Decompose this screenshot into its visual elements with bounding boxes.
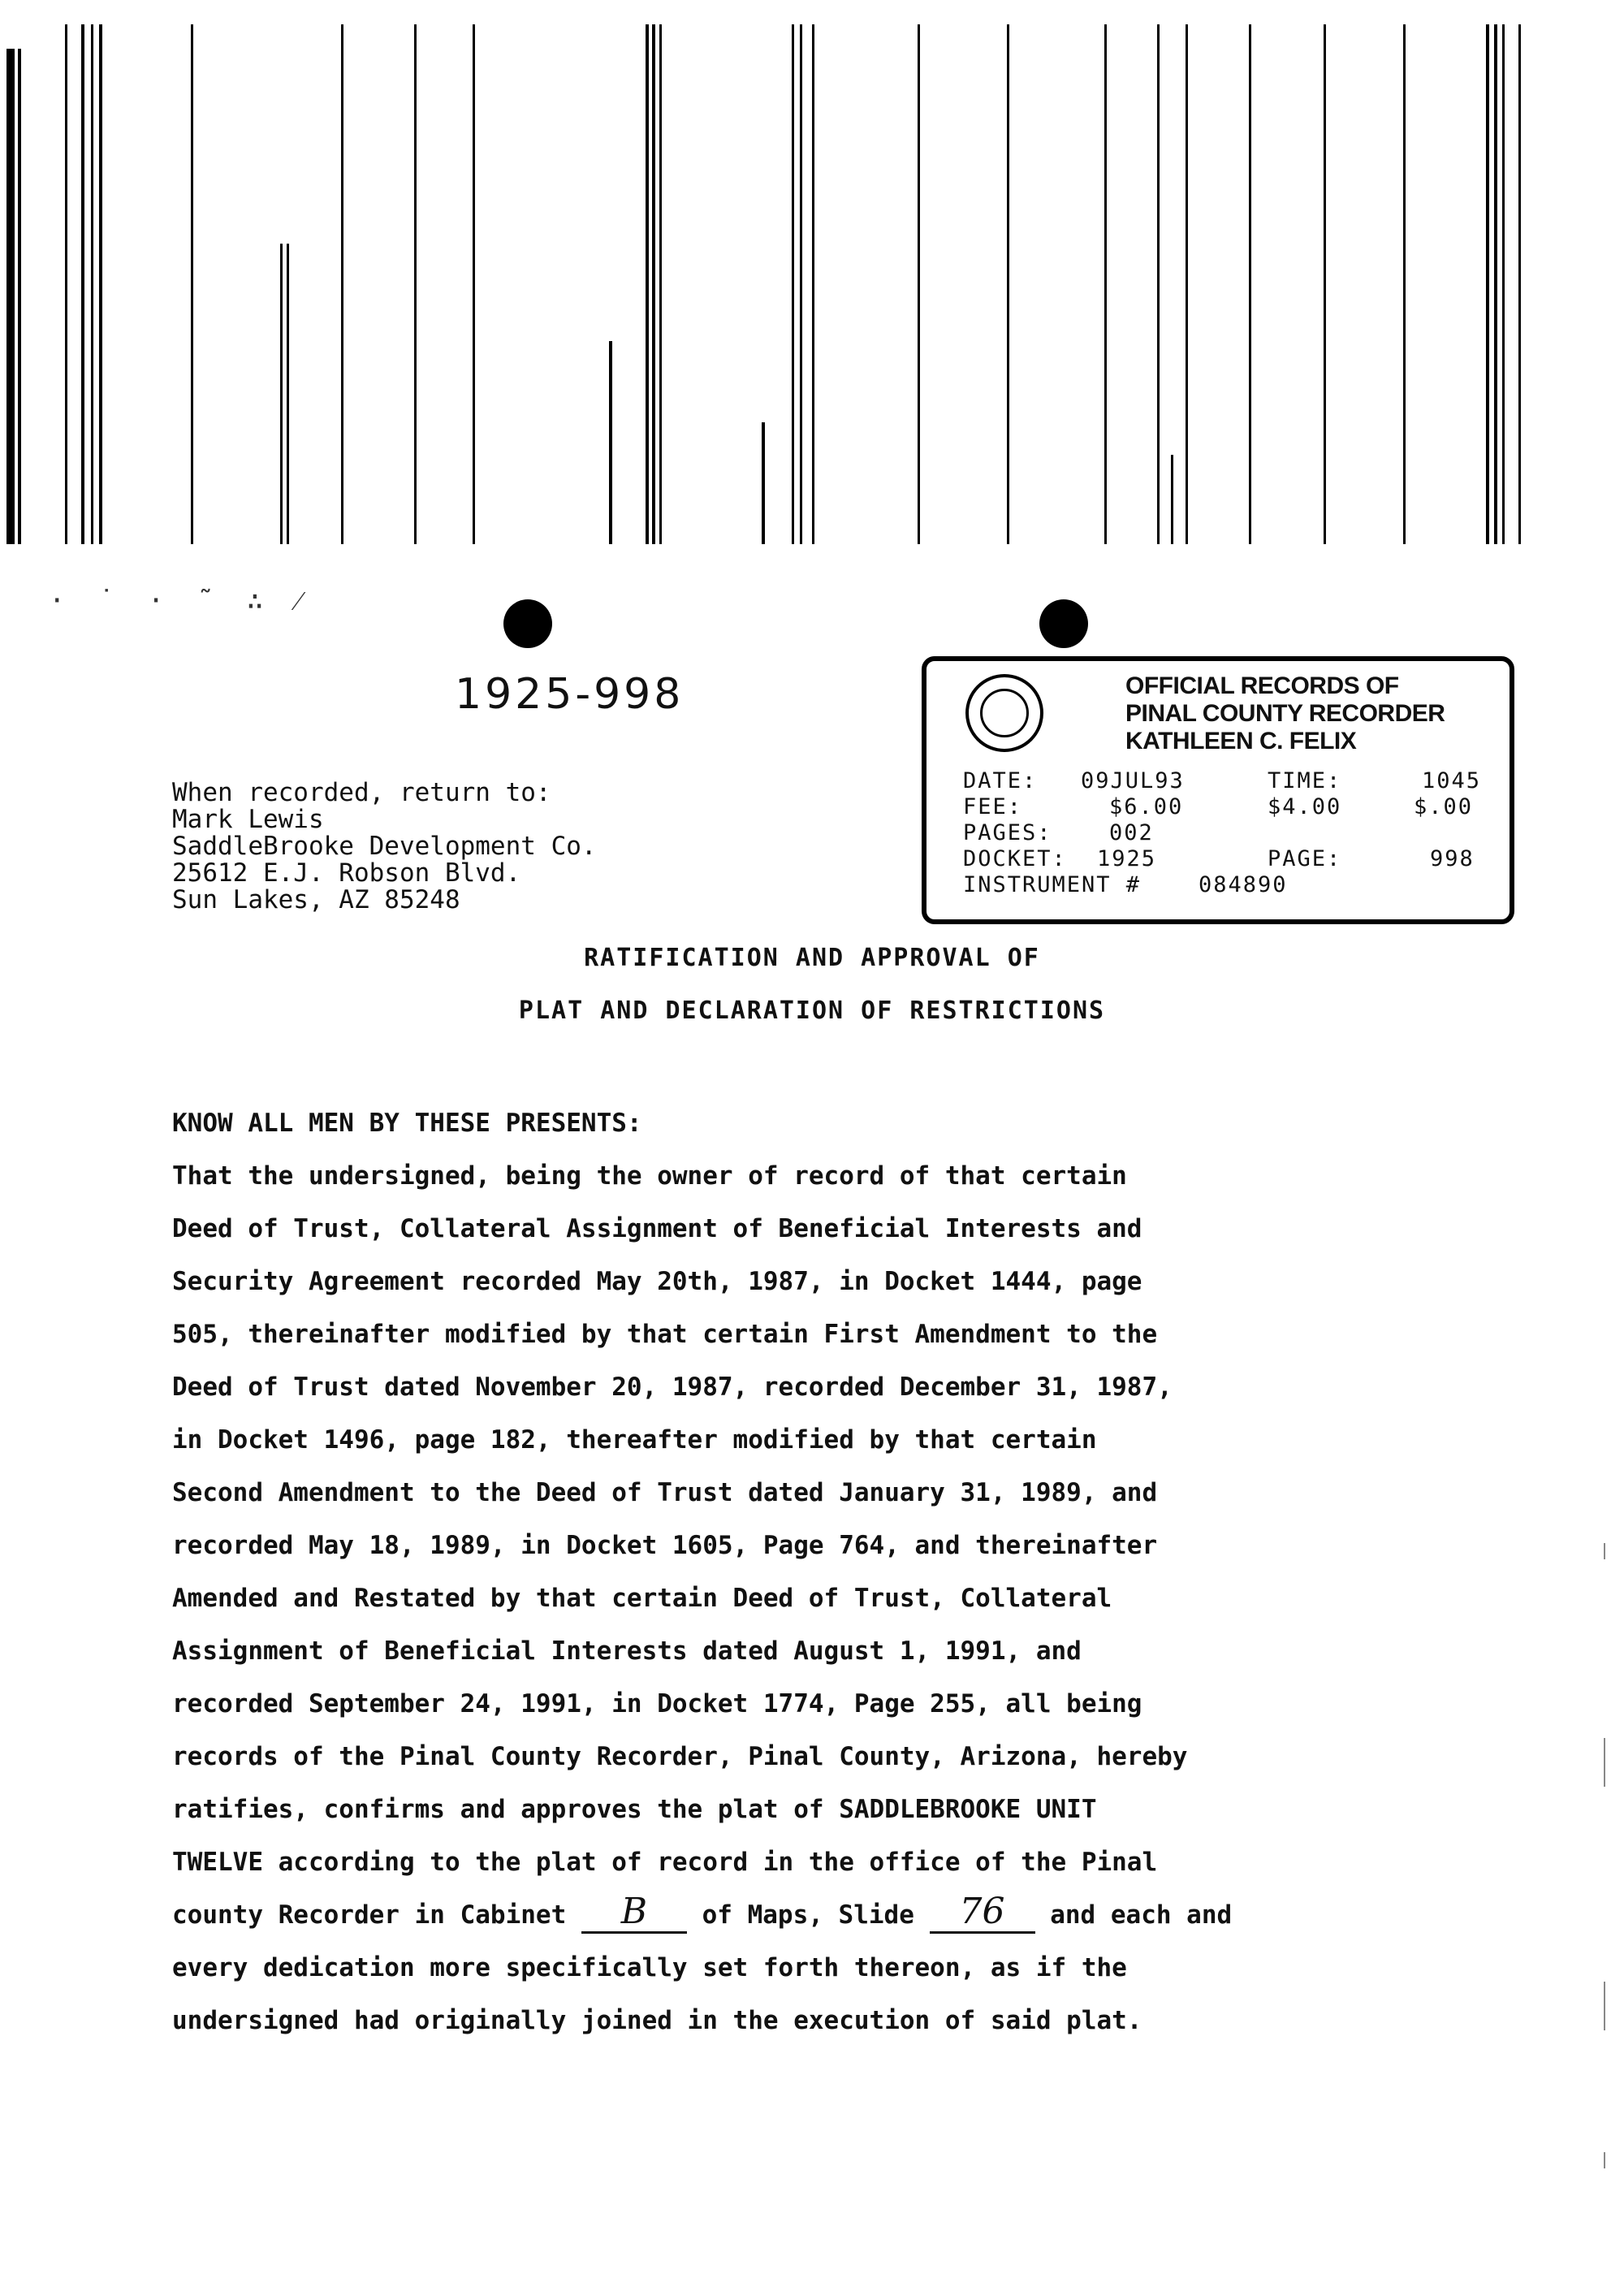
- body-line: TWELVE according to the plat of record in the office of the Pinal: [172, 1848, 1158, 1877]
- time-value: 1045: [1422, 768, 1482, 793]
- stamp-header: [1125, 672, 1445, 755]
- body-line: Second Amendment to the Deed of Trust dated January 31, 1989, and: [172, 1478, 1158, 1507]
- slide-handwritten: 76: [930, 1892, 1035, 1934]
- body-line: That the undersigned, being the owner of record of that certain: [172, 1161, 1127, 1191]
- stamp-docket-row: [963, 846, 1491, 872]
- stamp-header-line: PINAL COUNTY RECORDER: [1125, 700, 1445, 727]
- date-value: 09JUL93: [1081, 768, 1185, 793]
- stamp-fields: [963, 768, 1491, 898]
- fee-label: FEE:: [963, 794, 1023, 819]
- body-line: Amended and Restated by that certain Deed of Trust, Collateral: [172, 1584, 1112, 1613]
- county-seal-icon: [965, 674, 1043, 752]
- body-line: Deed of Trust, Collateral Assignment of Beneficial Interests and: [172, 1214, 1142, 1243]
- fee-value-2: $4.00: [1268, 794, 1342, 819]
- document-body: [172, 1097, 1439, 2047]
- return-line: Mark Lewis: [172, 805, 324, 834]
- body-line: recorded May 18, 1989, in Docket 1605, Page 764, and thereinafter: [172, 1531, 1158, 1560]
- stamp-header-line: KATHLEEN C. FELIX: [1125, 728, 1357, 754]
- scan-specks: · ˙ · ˜ ∴ ⁄: [49, 585, 309, 617]
- body-line: 505, thereinafter modified by that certain First Amendment to the: [172, 1320, 1158, 1349]
- document-number: 1925-998: [455, 670, 685, 719]
- stamp-date-row: [963, 768, 1491, 794]
- body-line: undersigned had originally joined in the execution of said plat.: [172, 2006, 1142, 2035]
- docket-value: 1925: [1097, 846, 1157, 871]
- scan-mark: [1604, 1543, 1605, 1559]
- pages-label: PAGES:: [963, 820, 1052, 845]
- return-line: Sun Lakes, AZ 85248: [172, 885, 460, 914]
- instrument-label: INSTRUMENT #: [963, 872, 1142, 897]
- stamp-instrument-row: [963, 872, 1491, 898]
- instrument-value: 084890: [1199, 872, 1288, 897]
- page-value: 998: [1430, 846, 1475, 871]
- body-line: ratifies, confirms and approves the plat of SADDLEBROOKE UNIT: [172, 1795, 1097, 1824]
- cabinet-line-text: and each and: [1034, 1900, 1233, 1930]
- scan-mark: [1604, 1738, 1605, 1787]
- body-line: in Docket 1496, page 182, thereafter modified by that certain: [172, 1425, 1097, 1455]
- body-line: records of the Pinal County Recorder, Pinal County, Arizona, hereby: [172, 1742, 1188, 1771]
- return-line: SaddleBrooke Development Co.: [172, 832, 597, 861]
- body-line: Assignment of Beneficial Interests dated August 1, 1991, and: [172, 1636, 1082, 1666]
- fee-value-1: $6.00: [1109, 794, 1184, 819]
- body-line: every dedication more specifically set forth thereon, as if the: [172, 1953, 1127, 1982]
- cabinet-line-text: county Recorder in Cabinet: [172, 1900, 581, 1930]
- cabinet-line-text: of Maps, Slide: [686, 1900, 930, 1930]
- time-label: TIME:: [1268, 768, 1342, 793]
- return-line: 25612 E.J. Robson Blvd.: [172, 858, 521, 888]
- return-line: When recorded, return to:: [172, 778, 551, 807]
- document-title-line-2: PLAT AND DECLARATION OF RESTRICTIONS: [518, 996, 1106, 1025]
- stamp-fee-row: [963, 794, 1491, 820]
- punch-hole-right: [1039, 599, 1088, 648]
- scan-mark: [1604, 1982, 1605, 2030]
- cabinet-line: [172, 1889, 1439, 1942]
- document-title-line-1: RATIFICATION AND APPROVAL OF: [584, 944, 1040, 972]
- punch-hole-left: [503, 599, 552, 648]
- barcode: [0, 0, 1624, 552]
- scan-mark: [1604, 2152, 1605, 2168]
- stamp-header-line: OFFICIAL RECORDS OF: [1125, 672, 1399, 699]
- pages-value: 002: [1109, 820, 1154, 845]
- return-address: [172, 780, 597, 914]
- intro-line: KNOW ALL MEN BY THESE PRESENTS:: [172, 1109, 642, 1138]
- date-label: DATE:: [963, 768, 1038, 793]
- body-line: Deed of Trust dated November 20, 1987, recorded December 31, 1987,: [172, 1373, 1173, 1402]
- fee-value-3: $.00: [1414, 794, 1474, 819]
- cabinet-handwritten: B: [581, 1892, 687, 1934]
- recorder-stamp: [922, 656, 1514, 924]
- body-line: Security Agreement recorded May 20th, 1987, in Docket 1444, page: [172, 1267, 1142, 1296]
- body-line: recorded September 24, 1991, in Docket 1774, Page 255, all being: [172, 1689, 1142, 1718]
- docket-label: DOCKET:: [963, 846, 1067, 871]
- stamp-pages-row: [963, 820, 1491, 846]
- page-label: PAGE:: [1268, 846, 1342, 871]
